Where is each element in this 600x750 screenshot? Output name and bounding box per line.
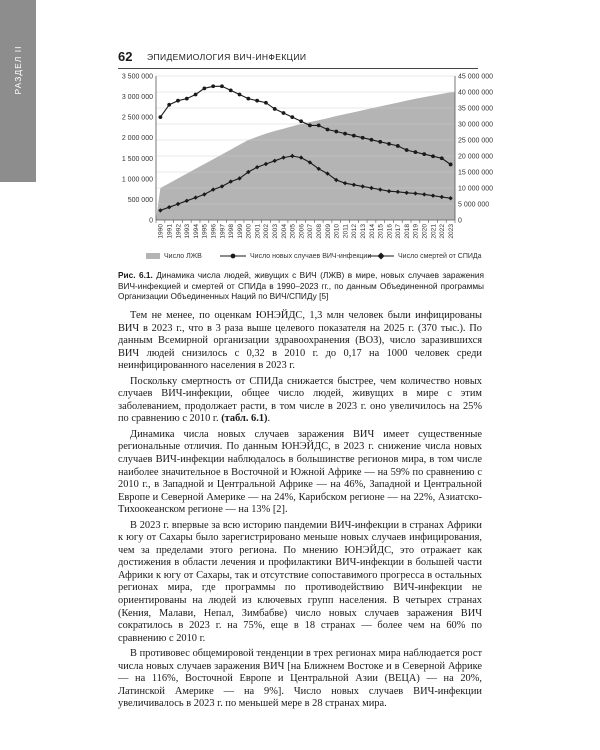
y-left-tick-label: 500 000 bbox=[127, 196, 153, 204]
x-tick-label: 2003 bbox=[272, 224, 280, 239]
data-point-new-infections bbox=[264, 101, 268, 105]
x-tick-label: 2017 bbox=[395, 224, 403, 239]
data-point-new-infections bbox=[202, 86, 206, 90]
data-point-new-infections bbox=[422, 152, 426, 156]
y-left-tick-label: 1 500 000 bbox=[121, 155, 153, 163]
data-point-new-infections bbox=[396, 144, 400, 148]
section-side-tab bbox=[0, 0, 36, 182]
data-point-new-infections bbox=[220, 84, 224, 88]
paragraph-5: В противовес общемировой тенденции в трех регионах мира наблюдается рост числа новых случаев заражения ВИЧ [на Ближнем Востоке и в Северной Африке — на 116%, Восточной Европе и Центральной Азии (ВЕЦА) — на 20%, Латинской Америке — на 9%]. Число новых случаев ВИЧ-инфекции увеличивалось в 2023 г. по меньшей мере в 28 странах мира. bbox=[118, 648, 482, 710]
x-tick-label: 1992 bbox=[175, 224, 183, 239]
data-point-new-infections bbox=[299, 119, 303, 123]
data-point-new-infections bbox=[343, 132, 347, 136]
y-right-tick-label: 10 000 000 bbox=[458, 185, 494, 193]
data-point-new-infections bbox=[238, 93, 242, 97]
data-point-new-infections bbox=[246, 97, 250, 101]
data-point-new-infections bbox=[387, 142, 391, 146]
x-tick-label: 1999 bbox=[236, 224, 244, 239]
running-title: ЭПИДЕМИОЛОГИЯ ВИЧ-ИНФЕКЦИИ bbox=[147, 52, 307, 62]
x-tick-label: 2004 bbox=[280, 224, 288, 239]
data-point-new-infections bbox=[405, 148, 409, 152]
data-point-new-infections bbox=[352, 134, 356, 138]
data-point-new-infections bbox=[370, 138, 374, 142]
body-text bbox=[118, 310, 482, 714]
paragraph-3: Динамика числа новых случаев заражения ВИЧ имеет существенные региональные отличия. По данным ЮНЭЙДС, в 2023 г. снижение числа новых случаев ВИЧ-инфекции наблюдалось в большинстве регионов мира, в том числе наиболее значительное в Восточной и Южной Африке — на 59% по сравнению с 2010 г., в Западной и Центральной Африке — на 46%, Западной и Центральной Европе и Северной Америке — на 24%, Карибском регионе — на 22%, Азиатско-Тихоокеанском регионе — на 13% [2]. bbox=[118, 428, 482, 516]
x-tick-label: 2001 bbox=[254, 224, 262, 239]
x-tick-label: 1994 bbox=[192, 224, 200, 239]
x-tick-label: 2008 bbox=[315, 224, 323, 239]
y-right-tick-labels bbox=[458, 74, 493, 225]
x-tick-label: 2007 bbox=[307, 224, 315, 239]
x-tick-label: 2023 bbox=[447, 224, 455, 239]
hiv-dynamics-chart bbox=[118, 68, 498, 266]
y-right-tick-label: 15 000 000 bbox=[458, 169, 494, 177]
legend-label-aids-deaths: Число смертей от СПИДа bbox=[398, 253, 482, 260]
data-point-new-infections bbox=[334, 130, 338, 134]
figure-caption bbox=[118, 270, 484, 302]
y-right-tick-label: 25 000 000 bbox=[458, 137, 494, 145]
y-right-tick-label: 0 bbox=[458, 217, 462, 225]
page-header bbox=[118, 49, 478, 69]
data-point-new-infections bbox=[431, 154, 435, 158]
x-tick-label: 2009 bbox=[324, 224, 332, 239]
y-left-tick-label: 2 500 000 bbox=[121, 114, 153, 122]
data-point-new-infections bbox=[378, 140, 382, 144]
y-right-tick-label: 40 000 000 bbox=[458, 89, 494, 97]
x-tick-label: 2018 bbox=[403, 224, 411, 239]
x-tick-label: 2020 bbox=[421, 224, 429, 239]
x-tick-label: 2019 bbox=[412, 224, 420, 239]
legend-swatch-plwh bbox=[146, 253, 160, 259]
x-tick-label: 2010 bbox=[333, 224, 341, 239]
caption-text: Динамика числа людей, живущих с ВИЧ (ЛЖВ) в мире, новых случаев заражения ВИЧ-инфекцией и смертей от СПИДа в 1990–2023 гг., по данным Объединенной программы Организации Объединенных Наций по ВИЧ/СПИДу [5] bbox=[118, 270, 484, 302]
data-point-new-infections bbox=[282, 111, 286, 115]
x-tick-label: 2013 bbox=[359, 224, 367, 239]
y-left-tick-label: 3 500 000 bbox=[121, 73, 153, 81]
data-point-new-infections bbox=[229, 89, 233, 93]
x-tick-label: 2011 bbox=[342, 224, 350, 239]
x-tick-label: 1996 bbox=[210, 224, 218, 239]
data-point-new-infections bbox=[440, 156, 444, 160]
paragraph-1: Тем не менее, по оценкам ЮНЭЙДС, 1,3 млн человек были инфицированы ВИЧ в 2023 г., что в 3 раза выше целевого показателя на 2025 г. (370 тыс.). По данным Всемирной организации здравоохранения (ВОЗ), число заразившихся ВИЧ людей снизилось с 0,32 в 2010 г. до 0,17 на 1000 человек среди неинфицированного населения в 2023 г. bbox=[118, 310, 482, 372]
x-tick-label: 2000 bbox=[245, 224, 253, 239]
data-point-new-infections bbox=[273, 107, 277, 111]
data-point-new-infections bbox=[326, 128, 330, 132]
x-tick-label: 2006 bbox=[298, 224, 306, 239]
paragraph-4: В 2023 г. впервые за всю историю пандемии ВИЧ-инфекции в странах Африки к югу от Сахары было зарегистрировано меньше новых случаев инфицирования, чем за пределами этого региона. По мнению ЮНЭЙДС, это отражает как достижения в области лечения и профилактики ВИЧ-инфекции в большей части Африки к югу от Сахары, так и отсутствие сопоставимого прогресса в остальных регионах мира, где программы по противодействию ВИЧ-инфекции не ориентированы на людей из ключевых групп населения. В четырех странах (Кения, Малави, Непал, Зимбабве) число новых случаев заражения ВИЧ сократилось в 2023 г. на 75%, еще в 18 странах — более чем на 60% по сравнению с 2010 г. bbox=[118, 519, 482, 644]
paragraph-2 bbox=[118, 376, 482, 426]
data-point-new-infections bbox=[158, 115, 162, 119]
data-point-new-infections bbox=[185, 97, 189, 101]
x-tick-label: 2012 bbox=[351, 224, 359, 239]
x-tick-label: 2022 bbox=[439, 224, 447, 239]
legend-marker-aids-deaths bbox=[378, 253, 385, 260]
data-point-new-infections bbox=[449, 163, 453, 167]
paragraph-2-text: Поскольку смертность от СПИДа снижается быстрее, чем количество новых случаев ВИЧ-инфекции, общее число людей, живущих в мире с этим заболеванием, продолжает расти, в том числе в 2023 г. оно увеличилось на 25% по сравнению с 2010 г. bbox=[118, 375, 482, 425]
paragraph-2-end: . bbox=[267, 413, 271, 425]
x-tick-label: 2002 bbox=[263, 224, 271, 239]
data-point-new-infections bbox=[255, 99, 259, 103]
y-left-tick-labels bbox=[122, 74, 153, 225]
section-tab-label: РАЗДЕЛ II bbox=[13, 45, 23, 95]
legend-marker-new-infections bbox=[231, 254, 236, 259]
data-point-new-infections bbox=[414, 150, 418, 154]
x-tick-label: 1993 bbox=[184, 224, 192, 239]
x-tick-label: 1991 bbox=[166, 224, 174, 239]
x-tick-label: 2014 bbox=[368, 224, 376, 239]
table-reference: (табл. 6.1) bbox=[218, 413, 268, 425]
data-point-new-infections bbox=[167, 103, 171, 107]
data-point-new-infections bbox=[317, 123, 321, 127]
data-point-new-infections bbox=[194, 93, 198, 97]
x-tick-label: 2016 bbox=[386, 224, 394, 239]
x-tick-label: 2021 bbox=[430, 224, 438, 239]
x-tick-label: 1998 bbox=[228, 224, 236, 239]
x-tick-label: 1990 bbox=[157, 224, 165, 239]
data-point-new-infections bbox=[308, 123, 312, 127]
legend-label-new-infections: Число новых случаев ВИЧ-инфекции bbox=[250, 253, 372, 260]
x-tick-label: 2015 bbox=[377, 224, 385, 239]
y-left-tick-label: 2 000 000 bbox=[121, 135, 153, 143]
x-tick-label: 2005 bbox=[289, 224, 297, 239]
legend-label-plwh: Число ЛЖВ bbox=[164, 253, 202, 260]
data-point-new-infections bbox=[176, 99, 180, 103]
y-left-tick-label: 3 000 000 bbox=[121, 94, 153, 102]
chart-legend bbox=[146, 252, 482, 260]
y-right-tick-label: 30 000 000 bbox=[458, 121, 494, 129]
y-right-tick-label: 5 000 000 bbox=[458, 201, 490, 209]
page-number: 62 bbox=[118, 49, 133, 64]
x-tick-labels bbox=[158, 224, 455, 239]
y-left-tick-label: 0 bbox=[149, 217, 153, 225]
x-tick-label: 1995 bbox=[201, 224, 209, 239]
data-point-new-infections bbox=[290, 115, 294, 119]
y-right-tick-label: 35 000 000 bbox=[458, 105, 494, 113]
data-point-new-infections bbox=[361, 136, 365, 140]
x-tick-label: 1997 bbox=[219, 224, 227, 239]
y-right-tick-label: 45 000 000 bbox=[458, 73, 494, 81]
data-point-new-infections bbox=[211, 84, 215, 88]
y-right-tick-label: 20 000 000 bbox=[458, 153, 494, 161]
caption-label: Рис. 6.1. bbox=[118, 270, 153, 280]
y-left-tick-label: 1 000 000 bbox=[121, 176, 153, 184]
